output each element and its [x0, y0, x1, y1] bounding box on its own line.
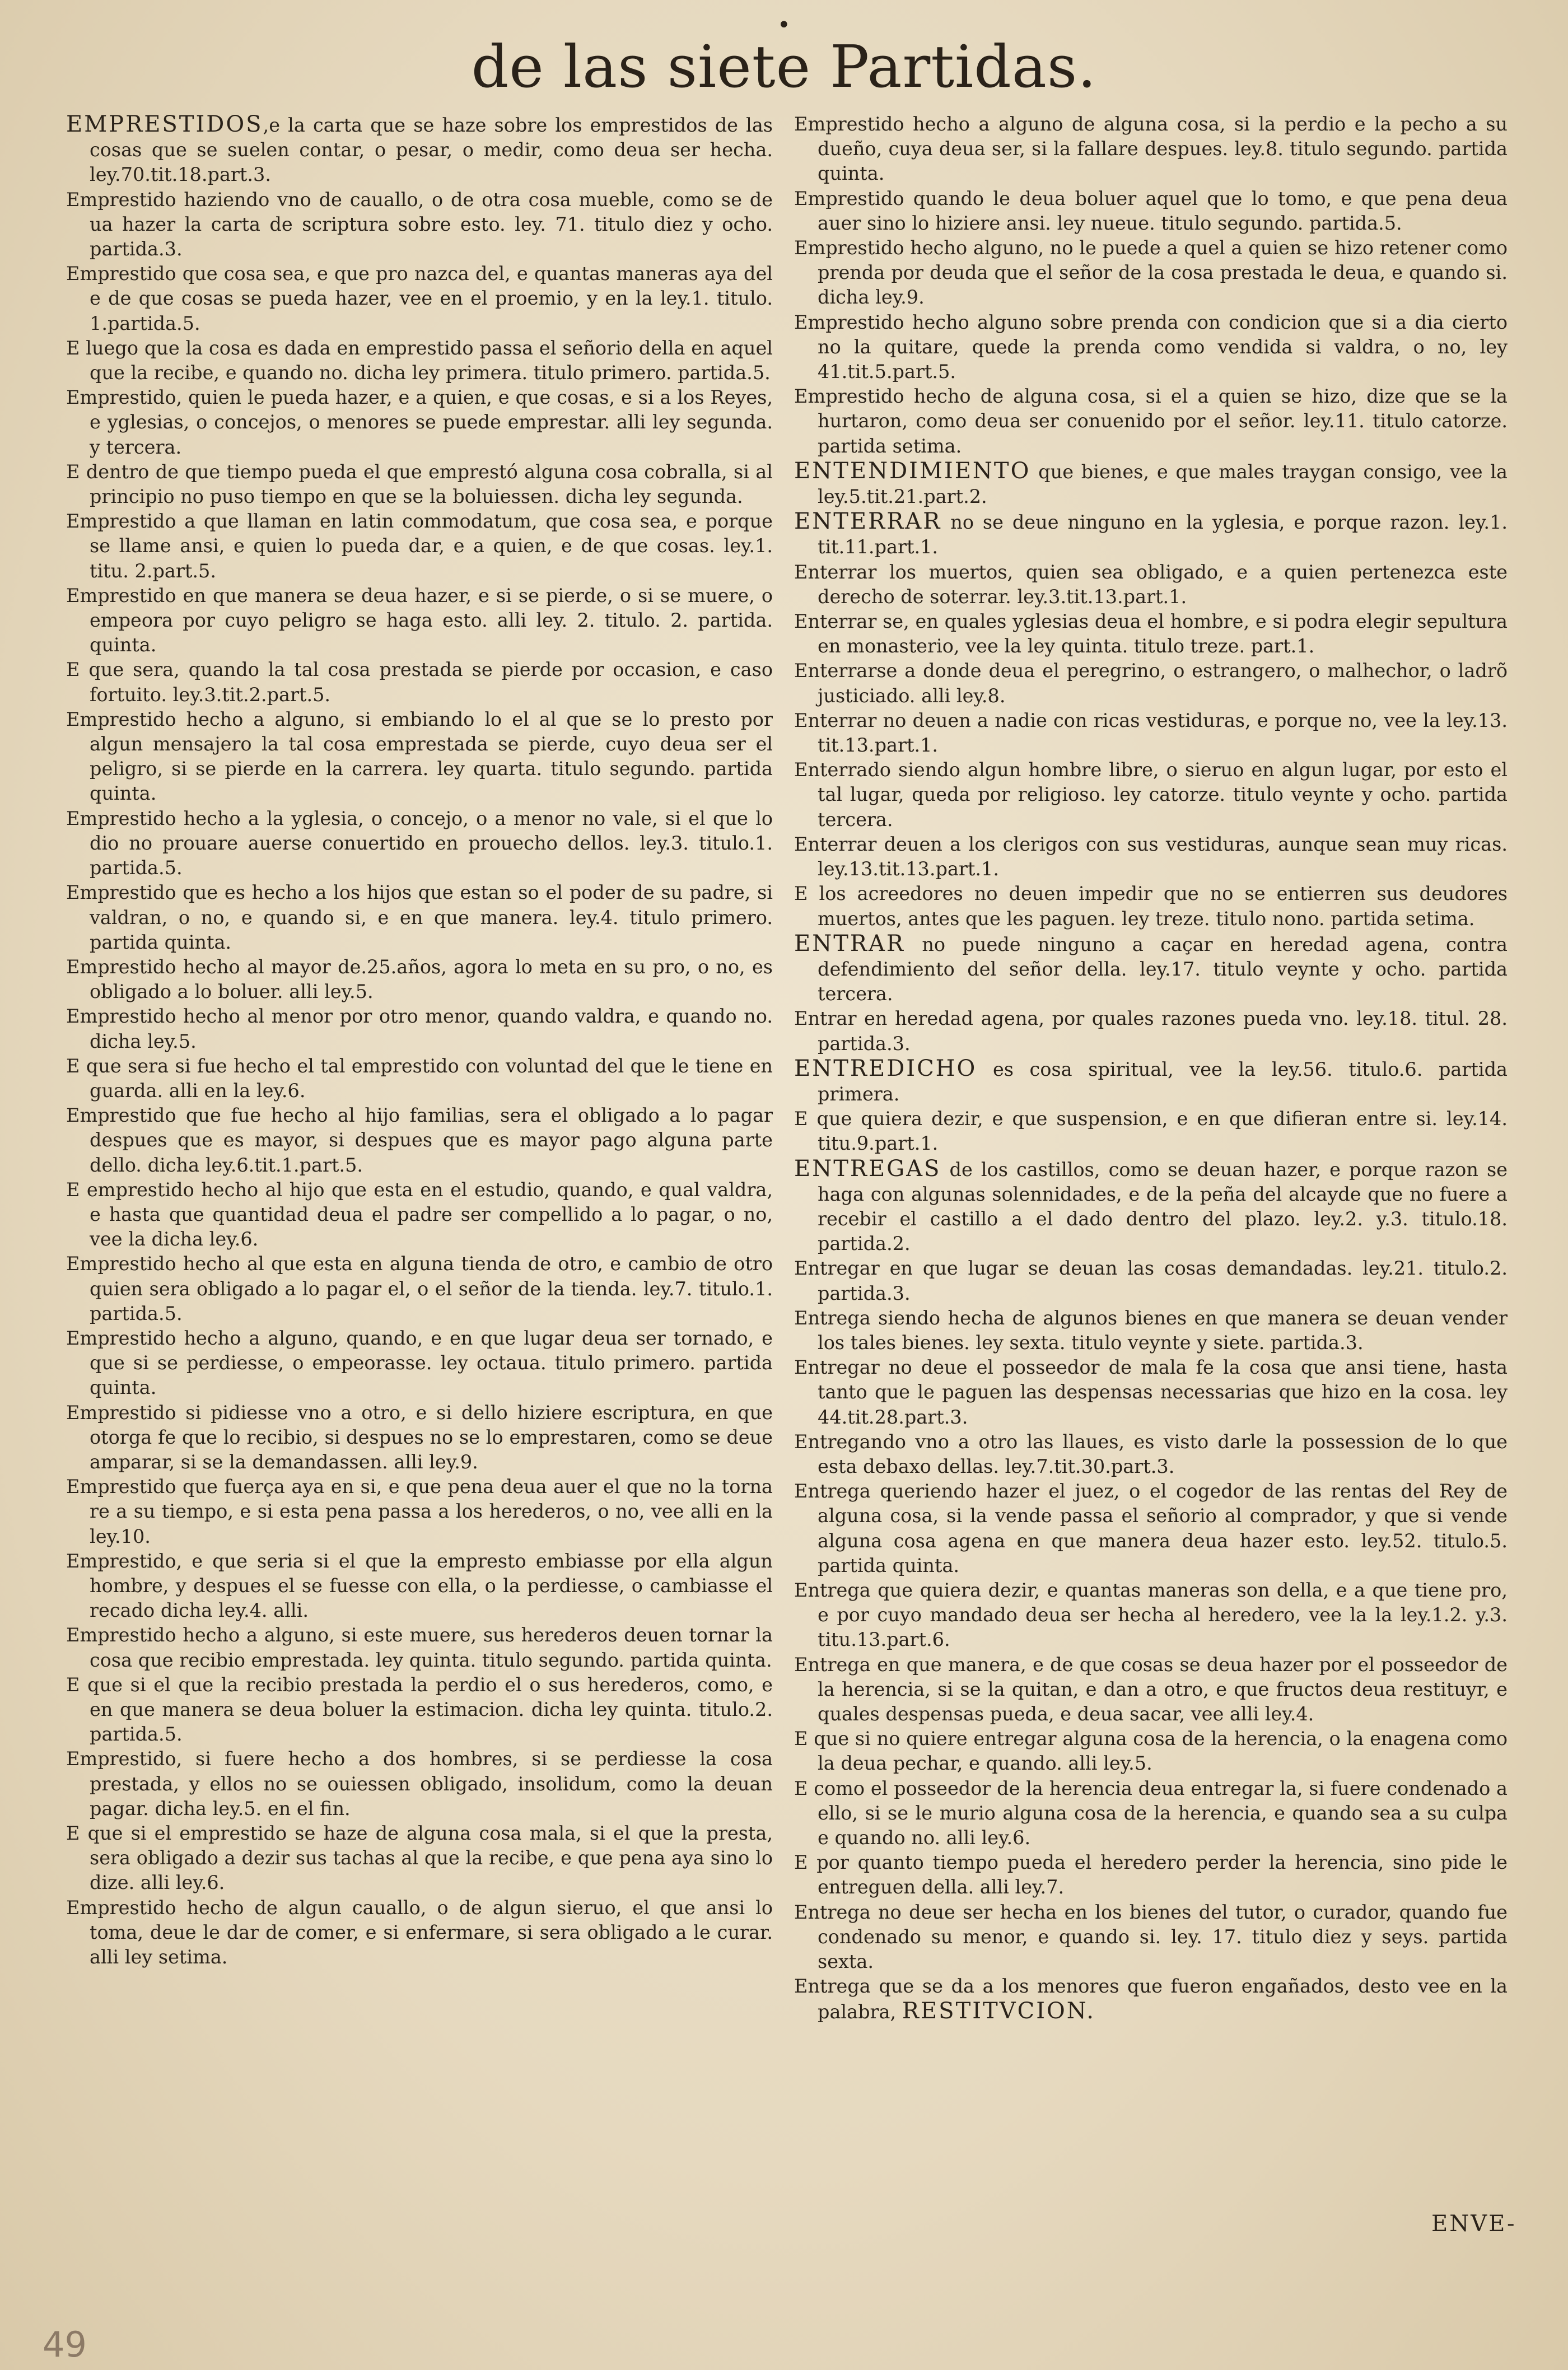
index-entry [794, 1006, 1508, 1056]
index-entry [66, 1747, 773, 1821]
entry-text: no puede ninguno a caçar en heredad agena, contra defendimiento del señor della. ley.17. titulo veynte y ocho. partida tercera. [818, 933, 1508, 1005]
index-entry [794, 1430, 1508, 1479]
entry-keyword: EMPRESTIDOS [66, 112, 263, 137]
index-entry [794, 509, 1508, 559]
index-entry [794, 758, 1508, 832]
entry-text: Entrega queriendo hazer el juez, o el cogedor de las rentas del Rey de alguna cosa, si la vende passa el señorio al comprador, y que si vende alguna cosa agena en que manera deua hazer esto. ley.52. titulo.5. partida quinta. [794, 1480, 1508, 1576]
index-entry [794, 1727, 1508, 1776]
index-entry [66, 707, 773, 806]
entry-text: E como el posseedor de la herencia deua entregar la, si fuere condenado a ello, si se le murio alguna cosa de la herencia, e quando sea a su culpa e quando no. alli ley.6. [794, 1777, 1508, 1849]
index-entry [66, 955, 773, 1004]
index-entry [794, 1850, 1508, 1900]
entry-text: E luego que la cosa es dada en emprestido passa el señorio della en aquel que la recibe, e quando no. dicha ley primera. titulo primero. partida.5. [66, 337, 773, 384]
entry-text: Entregar en que lugar se deuan las cosas demandadas. ley.21. titulo.2. partida.3. [794, 1257, 1508, 1304]
index-entry [66, 1103, 773, 1178]
index-entry [66, 509, 773, 584]
index-entry [66, 385, 773, 460]
entry-text: Entrega que quiera dezir, e quantas maneras son della, e a que tiene pro, e por cuyo mandado deua ser hecha al heredero, vee la la ley.1.2. y.3. titu.13.part.6. [794, 1579, 1508, 1651]
entry-text: no se deue ninguno en la yglesia, e porque razon. ley.1. tit.11.part.1. [818, 511, 1508, 558]
entry-text: que bienes, e que males traygan consigo, vee la ley.5.tit.21.part.2. [818, 460, 1508, 508]
index-entry [794, 1974, 1508, 2024]
entry-text: Enterrarse a donde deua el peregrino, o estrangero, o malhechor, o ladrõ justiciado. alli ley.8. [794, 660, 1508, 707]
index-entry [66, 262, 773, 336]
entry-text: E que sera, quando la tal cosa prestada se pierde por occasion, e caso fortuito. ley.3.tit.2.part.5. [66, 659, 773, 706]
entry-text: Emprestido que fuerça aya en si, e que pena deua auer el que no la torna re a su tiempo, e si esta pena passa a los herederos, o no, vee alli en la ley.10. [66, 1476, 773, 1547]
entry-text: Emprestido que fue hecho al hijo familias, sera el obligado a lo pagar despues que es mayor, si despues que es mayor pago alguna parte dello. dicha ley.6.tit.1.part.5. [66, 1104, 773, 1176]
index-entry [794, 881, 1508, 931]
entry-text: de los castillos, como se deuan hazer, e porque razon se haga con algunas solennidades, e de la peña del alcayde que no fuere a recebir el castillo a el dado dentro del plazo. ley.2. y.3. titulo.18. partida.2. [818, 1158, 1508, 1255]
entry-text: Emprestido, si fuere hecho a dos hombres, si se perdiesse la cosa prestada, y ellos no se ouiessen obligado, insolidum, como la deuan pagar. dicha ley.5. en el fin. [66, 1748, 773, 1820]
entry-text: Emprestido hecho de algun cauallo, o de algun sieruo, el que ansi lo toma, deue le dar de comer, e si enfermare, si sera obligado a le curar. alli ley setima. [66, 1896, 773, 1968]
index-entry [794, 1776, 1508, 1851]
index-entry [794, 931, 1508, 1007]
index-entry [66, 336, 773, 385]
index-entry [794, 459, 1508, 509]
ornament-dot: • [777, 12, 791, 38]
index-entry [66, 1401, 773, 1475]
entry-text: Entrega siendo hecha de algunos bienes en que manera se deuan vender los tales bienes. ley sexta. titulo veynte y siete. partida.3. [794, 1307, 1508, 1354]
index-entry [794, 1900, 1508, 1975]
entry-text: Emprestido si pidiesse vno a otro, e si dello hiziere escriptura, en que otorga fe que lo recibio, si despues no se lo emprestaren, como se deue amparar, si se la demandassen. alli ley.9. [66, 1401, 773, 1473]
index-entry [794, 1653, 1508, 1727]
running-header: de las siete Partidas. [471, 32, 1097, 101]
entry-text: E que quiera dezir, e que suspension, e en que difieran entre si. ley.14. titu.9.part.1. [794, 1108, 1508, 1155]
index-entry [794, 1107, 1508, 1156]
entry-text: Entrega en que manera, e de que cosas se deua hazer por el posseedor de la herencia, si se la quitan, e dan a otro, e que fructos deua restituyr, e quales despensas pueda, e deua sacar, vee alli ley.4. [794, 1653, 1508, 1725]
entry-text: Enterrar deuen a los clerigos con sus vestiduras, aunque sean muy ricas. ley.13.tit.13.part.1. [794, 833, 1508, 880]
index-entry [66, 880, 773, 955]
index-entry [66, 584, 773, 658]
entry-text: Enterrar los muertos, quien sea obligado, e a quien pertenezca este derecho de soterrar. ley.3.tit.13.part.1. [794, 561, 1508, 608]
index-entry [66, 1004, 773, 1053]
entry-text: Enterrar no deuen a nadie con ricas vestiduras, e porque no, vee la ley.13. tit.13.part.1. [794, 709, 1508, 757]
entry-text: Emprestido hecho alguno sobre prenda con condicion que si a dia cierto no la quitare, quede la prenda como vendida si valdra, o no, ley 41.tit.5.part.5. [794, 311, 1508, 383]
entry-text: Emprestido quando le deua boluer aquel que lo tomo, e que pena deua auer sino lo hiziere ansi. ley nueue. titulo segundo. partida.5. [794, 187, 1508, 234]
index-entry [794, 832, 1508, 881]
entry-text: Emprestido que es hecho a los hijos que estan so el poder de su padre, si valdran, o no, e quando si, e en que manera. ley.4. titulo primero. partida quinta. [66, 881, 773, 953]
index-entry [66, 1821, 773, 1896]
index-entry [66, 1623, 773, 1672]
catchword: ENVE- [1431, 2211, 1516, 2237]
entry-text: Emprestido hecho al que esta en alguna tienda de otro, e cambio de otro quien sera obligado a lo pagar el, o el señor de la tienda. ley.7. titulo.1. partida.5. [66, 1253, 773, 1324]
entry-text: Emprestido hecho a alguno de alguna cosa, si la perdio e la pecho a su dueño, cuya deua ser, si la fallare despues. ley.8. titulo segundo. partida quinta. [794, 113, 1508, 185]
index-entry [66, 1178, 773, 1252]
folio-mark: 49 [43, 2324, 87, 2365]
index-entry [66, 657, 773, 707]
index-entry [794, 708, 1508, 758]
entry-text: Emprestido haziendo vno de cauallo, o de otra cosa mueble, como se de ua hazer la carta de scriptura sobre esto. ley. 71. titulo diez y ocho. partida.3. [66, 188, 773, 260]
entry-keyword: ENTERRAR [794, 508, 942, 535]
entry-text: Enterrado siendo algun hombre libre, o sieruo en algun lugar, por esto el tal lugar, queda por religioso. ley catorze. titulo veynte y ocho. partida tercera. [794, 759, 1508, 831]
entry-text: Emprestido que cosa sea, e que pro nazca del, e quantas maneras aya del e de que cosas se pueda hazer, vee en el proemio, y en la ley.1. titulo. 1.partida.5. [66, 263, 773, 334]
index-entry [794, 1578, 1508, 1653]
entry-text: E que sera si fue hecho el tal emprestido con voluntad del que le tiene en guarda. alli en la ley.6. [66, 1055, 773, 1102]
entry-keyword: ENTRAR [794, 930, 905, 957]
entry-text: Entrar en heredad agena, por quales razones pueda vno. ley.18. titul. 28. partida.3. [794, 1007, 1508, 1055]
entry-text: E por quanto tiempo pueda el heredero perder la herencia, sino pide le entreguen della. alli ley.7. [794, 1851, 1508, 1898]
entry-text: Emprestido hecho a alguno, si este muere, sus herederos deuen tornar la cosa que recibio emprestada. ley quinta. titulo segundo. partida quinta. [66, 1624, 773, 1671]
entry-crossref: RESTITVCION. [902, 1998, 1095, 2024]
index-entry [794, 1479, 1508, 1578]
index-entry [66, 112, 773, 188]
entry-keyword: ENTREGAS [794, 1155, 941, 1182]
entry-text: Emprestido hecho a alguno, si embiando lo el al que se lo presto por algun mensajero la tal cosa emprestada se pierde, cuyo deua ser el peligro, si se pierde en la carrera. ley quarta. titulo segundo. partida quinta. [66, 708, 773, 805]
left-column [66, 112, 773, 2240]
right-column [794, 112, 1508, 2240]
entry-text: Emprestido hecho al menor por otro menor, quando valdra, e quando no. dicha ley.5. [66, 1005, 773, 1052]
entry-text: Emprestido a que llaman en latin commodatum, que cosa sea, e porque se llame ansi, e quien lo pueda dar, e a quien, e de que cosas. ley.1. titu. 2.part.5. [66, 510, 773, 582]
entry-text: E que si el que la recibio prestada la perdio el o sus herederos, como, e en que manera se deua boluer la estimacion. dicha ley quinta. titulo.2. partida.5. [66, 1673, 773, 1746]
entry-text: Emprestido en que manera se deua hazer, e si se pierde, o si se muere, o empeora por cuyo peligro se haga esto. alli ley. 2. titulo. 2. partida. quinta. [66, 584, 773, 656]
index-entry [794, 310, 1508, 385]
index-entry [794, 609, 1508, 659]
index-entry [66, 460, 773, 509]
entry-text: E que si no quiere entregar alguna cosa de la herencia, o la enagena como la deua pechar, e quando. alli ley.5. [794, 1728, 1508, 1775]
entry-text: E dentro de que tiempo pueda el que emprestó alguna cosa cobralla, si al principio no puso tiempo en que se la boluiessen. dicha ley segunda. [66, 460, 773, 508]
entry-text: Entrega que se da a los menores que fueron engañados, desto vee en la palabra, [794, 1975, 1508, 2023]
entry-text: Emprestido hecho a alguno, quando, e en que lugar deua ser tornado, e que si se perdiesse, o empeorasse. ley octaua. titulo primero. partida quinta. [66, 1327, 773, 1399]
entry-text: Emprestido hecho a la yglesia, o concejo, o a menor no vale, si el que lo dio no prouare auerse conuertido en prouecho dellos. ley.3. titulo.1. partida.5. [66, 807, 773, 879]
index-entry [66, 1326, 773, 1401]
index-entry [794, 384, 1508, 459]
index-entry [794, 1306, 1508, 1355]
entry-text: Emprestido, e que seria si el que la empresto embiasse por ella algun hombre, y despues el se fuesse con ella, o la perdiesse, o cambiasse el recado dicha ley.4. alli. [66, 1550, 773, 1622]
index-entry [66, 806, 773, 881]
entry-text: Emprestido, quien le pueda hazer, e a quien, e que cosas, e si a los Reyes, e yglesias, o concejos, o menores se puede emprestar. alli ley segunda. y tercera. [66, 386, 773, 458]
index-entry [66, 1673, 773, 1747]
entry-text: Entregar no deue el posseedor de mala fe la cosa que ansi tiene, hasta tanto que le paguen las despensas necessarias que hizo en la cosa. ley 44.tit.28.part.3. [794, 1356, 1508, 1428]
entry-text: E que si el emprestido se haze de alguna cosa mala, si el que la presta, sera obligado a dezir sus tachas al que la recibe, e que pena aya sino lo dize. alli ley.6. [66, 1822, 773, 1894]
entry-keyword: ENTENDIMIENTO [794, 458, 1031, 484]
entry-text: es cosa spiritual, vee la ley.56. titulo.6. partida primera. [818, 1058, 1508, 1105]
entry-text: Emprestido hecho de alguna cosa, si el a quien se hizo, dize que se la hurtaron, como deua ser conuenido por el señor. ley.11. titulo catorze. partida setima. [794, 385, 1508, 457]
index-entry [66, 188, 773, 262]
entry-text: ,e la carta que se haze sobre los emprestidos de las cosas que se suelen contar, o pesar, o medir, como deua ser hecha. ley.70.tit.18.part.3. [90, 114, 773, 186]
index-entry [794, 1355, 1508, 1430]
index-entry [794, 1156, 1508, 1257]
entry-text: E los acreedores no deuen impedir que no se entierren sus deudores muertos, antes que les paguen. ley treze. titulo nono. partida setima. [794, 883, 1508, 930]
index-entry [66, 1054, 773, 1103]
index-entry [66, 1475, 773, 1549]
index-entry [66, 1896, 773, 1970]
entry-text: Emprestido hecho al mayor de.25.años, agora lo meta en su pro, o no, es obligado a lo boluer. alli ley.5. [66, 955, 773, 1003]
entry-text: Entregando vno a otro las llaues, es visto darle la possession de lo que esta debaxo dellas. ley.7.tit.30.part.3. [794, 1430, 1508, 1477]
entry-text: E emprestido hecho al hijo que esta en el estudio, quando, e qual valdra, e hasta que quantidad deua el padre ser compellido a lo pagar, o no, vee la dicha ley.6. [66, 1178, 773, 1251]
entry-keyword: ENTREDICHO [794, 1055, 977, 1081]
index-entry [794, 659, 1508, 708]
index-entry [794, 236, 1508, 310]
index-entry [66, 1252, 773, 1326]
index-entry [794, 112, 1508, 186]
entry-text: Entrega no deue ser hecha en los bienes del tutor, o curador, quando fue condenado su menor, e quando si. ley. 17. titulo diez y seys. partida sexta. [794, 1901, 1508, 1973]
entry-text: Emprestido hecho alguno, no le puede a quel a quien se hizo retener como prenda por deuda que el señor de la cosa prestada le deua, e quando si. dicha ley.9. [794, 237, 1508, 309]
entry-text: Enterrar se, en quales yglesias deua el hombre, e si podra elegir sepultura en monasterio, vee la ley quinta. titulo treze. part.1. [794, 610, 1508, 657]
index-entry [794, 560, 1508, 609]
index-entry [794, 1256, 1508, 1305]
index-entry [66, 1549, 773, 1623]
index-entry [794, 1056, 1508, 1107]
index-entry [794, 186, 1508, 236]
